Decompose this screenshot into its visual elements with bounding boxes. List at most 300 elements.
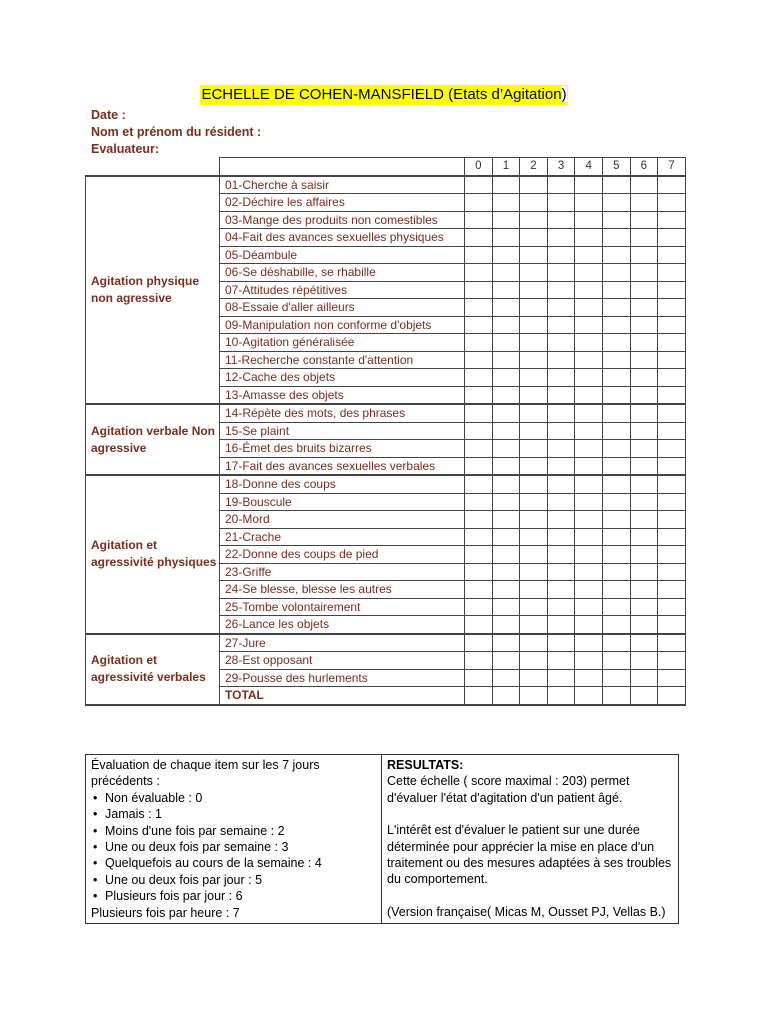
score-cell[interactable] xyxy=(575,211,603,229)
score-cell[interactable] xyxy=(630,422,658,440)
score-cell[interactable] xyxy=(602,369,630,387)
score-header-0: 0 xyxy=(465,158,493,176)
score-cell[interactable] xyxy=(520,528,548,546)
score-cell[interactable] xyxy=(492,264,520,282)
score-cell[interactable] xyxy=(575,616,603,634)
score-cell[interactable] xyxy=(630,669,658,687)
score-cell[interactable] xyxy=(630,598,658,616)
score-cell[interactable] xyxy=(575,493,603,511)
score-cell[interactable] xyxy=(520,475,548,493)
item-label: 04-Fait des avances sexuelles physiques xyxy=(220,229,465,247)
score-cell[interactable] xyxy=(630,281,658,299)
item-label: 25-Tombe volontairement xyxy=(220,598,465,616)
total-cell[interactable] xyxy=(602,687,630,705)
score-cell[interactable] xyxy=(658,440,686,458)
score-cell[interactable] xyxy=(547,299,575,317)
score-cell[interactable] xyxy=(547,194,575,212)
score-cell[interactable] xyxy=(547,369,575,387)
score-cell[interactable] xyxy=(547,211,575,229)
score-cell[interactable] xyxy=(630,351,658,369)
score-header-7: 7 xyxy=(658,158,686,176)
score-cell[interactable] xyxy=(465,211,493,229)
score-cell[interactable] xyxy=(520,457,548,475)
score-cell[interactable] xyxy=(520,511,548,529)
score-cell[interactable] xyxy=(658,176,686,194)
score-cell[interactable] xyxy=(575,229,603,247)
score-cell[interactable] xyxy=(575,386,603,404)
score-cell[interactable] xyxy=(658,299,686,317)
score-cell[interactable] xyxy=(547,634,575,652)
score-cell[interactable] xyxy=(630,299,658,317)
score-cell[interactable] xyxy=(602,563,630,581)
score-cell[interactable] xyxy=(575,334,603,352)
score-cell[interactable] xyxy=(547,351,575,369)
evaluation-intro: Évaluation de chaque item sur les 7 jours précédents : xyxy=(91,758,320,789)
score-cell[interactable] xyxy=(465,546,493,564)
score-cell[interactable] xyxy=(492,598,520,616)
score-cell[interactable] xyxy=(492,475,520,493)
score-cell[interactable] xyxy=(547,176,575,194)
evaluation-level: • Une ou deux fois par semaine : 3 xyxy=(105,839,376,855)
score-cell[interactable] xyxy=(492,351,520,369)
score-cell[interactable] xyxy=(602,475,630,493)
score-cell[interactable] xyxy=(520,176,548,194)
score-cell[interactable] xyxy=(492,246,520,264)
score-cell[interactable] xyxy=(520,546,548,564)
score-cell[interactable] xyxy=(520,493,548,511)
score-cell[interactable] xyxy=(630,652,658,670)
score-cell[interactable] xyxy=(520,194,548,212)
item-label: 10-Agitation généralisée xyxy=(220,334,465,352)
score-cell[interactable] xyxy=(547,229,575,247)
score-cell[interactable] xyxy=(630,511,658,529)
scale-header-row xyxy=(86,158,686,176)
score-cell[interactable] xyxy=(630,634,658,652)
score-cell[interactable] xyxy=(602,386,630,404)
score-cell[interactable] xyxy=(465,616,493,634)
score-cell[interactable] xyxy=(658,369,686,387)
score-cell[interactable] xyxy=(547,475,575,493)
item-label: 28-Est opposant xyxy=(220,652,465,670)
score-cell[interactable] xyxy=(520,616,548,634)
score-cell[interactable] xyxy=(547,281,575,299)
score-cell[interactable] xyxy=(575,652,603,670)
score-cell[interactable] xyxy=(465,404,493,422)
header-blank xyxy=(86,158,220,176)
total-cell[interactable] xyxy=(547,687,575,705)
score-cell[interactable] xyxy=(520,652,548,670)
score-cell[interactable] xyxy=(465,511,493,529)
score-header-5: 5 xyxy=(602,158,630,176)
score-cell[interactable] xyxy=(658,546,686,564)
score-cell[interactable] xyxy=(575,440,603,458)
score-cell[interactable] xyxy=(575,404,603,422)
total-cell[interactable] xyxy=(492,687,520,705)
item-label: 13-Amasse des objets xyxy=(220,386,465,404)
score-cell[interactable] xyxy=(547,511,575,529)
score-cell[interactable] xyxy=(465,669,493,687)
score-cell[interactable] xyxy=(658,404,686,422)
score-cell[interactable] xyxy=(575,264,603,282)
score-cell[interactable] xyxy=(602,616,630,634)
score-cell[interactable] xyxy=(520,211,548,229)
score-cell[interactable] xyxy=(547,386,575,404)
score-cell[interactable] xyxy=(602,334,630,352)
score-cell[interactable] xyxy=(658,264,686,282)
score-cell[interactable] xyxy=(630,563,658,581)
score-cell[interactable] xyxy=(520,440,548,458)
score-cell[interactable] xyxy=(492,281,520,299)
score-cell[interactable] xyxy=(658,669,686,687)
score-cell[interactable] xyxy=(492,616,520,634)
score-cell[interactable] xyxy=(547,422,575,440)
score-cell[interactable] xyxy=(658,511,686,529)
score-cell[interactable] xyxy=(547,652,575,670)
score-cell[interactable] xyxy=(630,316,658,334)
score-cell[interactable] xyxy=(575,281,603,299)
table-row xyxy=(86,176,686,194)
score-cell[interactable] xyxy=(547,316,575,334)
score-cell[interactable] xyxy=(520,299,548,317)
score-cell[interactable] xyxy=(658,528,686,546)
score-cell[interactable] xyxy=(492,386,520,404)
score-cell[interactable] xyxy=(465,422,493,440)
score-cell[interactable] xyxy=(465,528,493,546)
score-cell[interactable] xyxy=(602,581,630,599)
score-cell[interactable] xyxy=(575,528,603,546)
score-cell[interactable] xyxy=(630,386,658,404)
score-cell[interactable] xyxy=(630,493,658,511)
score-cell[interactable] xyxy=(492,316,520,334)
score-cell[interactable] xyxy=(492,546,520,564)
item-label: 20-Mord xyxy=(220,511,465,529)
score-cell[interactable] xyxy=(465,299,493,317)
score-cell[interactable] xyxy=(630,194,658,212)
date-label: Date : xyxy=(91,108,126,122)
score-cell[interactable] xyxy=(630,457,658,475)
score-cell[interactable] xyxy=(492,528,520,546)
category-label: Agitation verbale Non agressive xyxy=(86,404,220,475)
score-header-6: 6 xyxy=(630,158,658,176)
score-cell[interactable] xyxy=(520,598,548,616)
item-label: 12-Cache des objets xyxy=(220,369,465,387)
score-cell[interactable] xyxy=(575,475,603,493)
score-cell[interactable] xyxy=(630,176,658,194)
score-cell[interactable] xyxy=(658,457,686,475)
score-cell[interactable] xyxy=(602,457,630,475)
score-cell[interactable] xyxy=(630,246,658,264)
score-cell[interactable] xyxy=(465,563,493,581)
score-cell[interactable] xyxy=(547,528,575,546)
evaluation-level: • Quelquefois au cours de la semaine : 4 xyxy=(105,855,376,871)
score-cell[interactable] xyxy=(602,211,630,229)
score-cell[interactable] xyxy=(658,351,686,369)
score-cell[interactable] xyxy=(465,229,493,247)
score-cell[interactable] xyxy=(575,634,603,652)
score-cell[interactable] xyxy=(602,176,630,194)
score-cell[interactable] xyxy=(602,299,630,317)
title-wrap xyxy=(0,85,768,105)
score-cell[interactable] xyxy=(547,581,575,599)
score-cell[interactable] xyxy=(492,493,520,511)
score-cell[interactable] xyxy=(547,669,575,687)
page-title-text: ECHELLE DE COHEN-MANSFIELD (Etats d’Agitation xyxy=(201,86,562,103)
score-cell[interactable] xyxy=(575,246,603,264)
score-cell[interactable] xyxy=(465,281,493,299)
total-cell[interactable] xyxy=(520,687,548,705)
score-cell[interactable] xyxy=(492,511,520,529)
evaluation-level: • Non évaluable : 0 xyxy=(105,790,376,806)
score-cell[interactable] xyxy=(520,369,548,387)
score-cell[interactable] xyxy=(658,334,686,352)
score-cell[interactable] xyxy=(658,493,686,511)
score-cell[interactable] xyxy=(547,546,575,564)
item-label: 19-Bouscule xyxy=(220,493,465,511)
total-cell[interactable] xyxy=(630,687,658,705)
score-cell[interactable] xyxy=(465,475,493,493)
score-cell[interactable] xyxy=(575,194,603,212)
evaluation-level: • Jamais : 1 xyxy=(105,806,376,822)
item-label: 03-Mange des produits non comestibles xyxy=(220,211,465,229)
score-cell[interactable] xyxy=(520,669,548,687)
score-cell[interactable] xyxy=(520,316,548,334)
score-cell[interactable] xyxy=(492,652,520,670)
score-cell[interactable] xyxy=(492,404,520,422)
score-cell[interactable] xyxy=(602,598,630,616)
score-cell[interactable] xyxy=(658,194,686,212)
score-cell[interactable] xyxy=(465,369,493,387)
item-label: 17-Fait des avances sexuelles verbales xyxy=(220,457,465,475)
score-cell[interactable] xyxy=(575,316,603,334)
evaluation-legend xyxy=(86,755,382,924)
score-cell[interactable] xyxy=(547,334,575,352)
score-cell[interactable] xyxy=(465,581,493,599)
item-label: 29-Pousse des hurlements xyxy=(220,669,465,687)
score-header-2: 2 xyxy=(520,158,548,176)
page-title-paren: ) xyxy=(561,86,567,103)
score-cell[interactable] xyxy=(575,422,603,440)
score-cell[interactable] xyxy=(520,581,548,599)
category-label: Agitation et agressivité verbales xyxy=(86,634,220,705)
score-cell[interactable] xyxy=(602,281,630,299)
score-cell[interactable] xyxy=(520,334,548,352)
score-cell[interactable] xyxy=(575,669,603,687)
score-cell[interactable] xyxy=(602,194,630,212)
score-cell[interactable] xyxy=(575,176,603,194)
score-cell[interactable] xyxy=(547,457,575,475)
score-cell[interactable] xyxy=(520,422,548,440)
score-cell[interactable] xyxy=(575,511,603,529)
score-cell[interactable] xyxy=(492,194,520,212)
score-cell[interactable] xyxy=(630,369,658,387)
score-cell[interactable] xyxy=(602,652,630,670)
score-cell[interactable] xyxy=(465,194,493,212)
score-cell[interactable] xyxy=(575,563,603,581)
item-label: 26-Lance les objets xyxy=(220,616,465,634)
score-cell[interactable] xyxy=(492,176,520,194)
item-label: 23-Griffe xyxy=(220,563,465,581)
score-cell[interactable] xyxy=(547,264,575,282)
score-cell[interactable] xyxy=(602,351,630,369)
total-cell[interactable] xyxy=(575,687,603,705)
score-cell[interactable] xyxy=(465,493,493,511)
score-cell[interactable] xyxy=(465,176,493,194)
score-cell[interactable] xyxy=(658,229,686,247)
score-cell[interactable] xyxy=(630,528,658,546)
score-cell[interactable] xyxy=(575,546,603,564)
score-cell[interactable] xyxy=(575,369,603,387)
score-cell[interactable] xyxy=(465,264,493,282)
evaluation-level: • Plusieurs fois par jour : 6 xyxy=(105,888,376,904)
score-cell[interactable] xyxy=(492,669,520,687)
score-cell[interactable] xyxy=(630,404,658,422)
score-cell[interactable] xyxy=(465,652,493,670)
score-cell[interactable] xyxy=(520,634,548,652)
score-cell[interactable] xyxy=(630,229,658,247)
score-cell[interactable] xyxy=(658,598,686,616)
score-cell[interactable] xyxy=(658,563,686,581)
evaluation-last: Plusieurs fois par heure : 7 xyxy=(91,905,240,920)
total-cell[interactable] xyxy=(465,687,493,705)
results-p3: (Version française( Micas M, Ousset PJ, Vellas B.) xyxy=(387,904,666,919)
score-cell[interactable] xyxy=(602,493,630,511)
score-cell[interactable] xyxy=(575,457,603,475)
evaluation-level: • Moins d'une fois par semaine : 2 xyxy=(105,823,376,839)
item-label: 08-Essaie d'aller ailleurs xyxy=(220,299,465,317)
total-cell[interactable] xyxy=(658,687,686,705)
results-p1: Cette échelle ( score maximal : 203) permet d'évaluer l'état d'agitation d'un patient âgé. xyxy=(387,774,630,805)
score-cell[interactable] xyxy=(602,440,630,458)
score-cell[interactable] xyxy=(602,246,630,264)
score-cell[interactable] xyxy=(630,440,658,458)
score-cell[interactable] xyxy=(602,422,630,440)
score-cell[interactable] xyxy=(465,634,493,652)
score-cell[interactable] xyxy=(658,386,686,404)
score-cell[interactable] xyxy=(492,422,520,440)
total-label: TOTAL xyxy=(220,687,465,705)
table-row xyxy=(86,634,686,652)
score-cell[interactable] xyxy=(492,229,520,247)
evaluation-levels xyxy=(91,790,376,905)
score-cell[interactable] xyxy=(658,616,686,634)
score-cell[interactable] xyxy=(492,299,520,317)
score-cell[interactable] xyxy=(547,404,575,422)
score-cell[interactable] xyxy=(520,386,548,404)
results-cell xyxy=(382,755,679,924)
table-row xyxy=(86,475,686,493)
score-cell[interactable] xyxy=(547,616,575,634)
score-cell[interactable] xyxy=(630,264,658,282)
score-cell[interactable] xyxy=(630,211,658,229)
score-cell[interactable] xyxy=(465,334,493,352)
score-cell[interactable] xyxy=(492,581,520,599)
score-cell[interactable] xyxy=(602,634,630,652)
item-label: 22-Donne des coups de pied xyxy=(220,546,465,564)
score-cell[interactable] xyxy=(602,404,630,422)
score-cell[interactable] xyxy=(465,316,493,334)
item-label: 01-Cherche à saisir xyxy=(220,176,465,194)
score-cell[interactable] xyxy=(520,281,548,299)
score-cell[interactable] xyxy=(520,246,548,264)
score-cell[interactable] xyxy=(602,316,630,334)
score-cell[interactable] xyxy=(547,440,575,458)
item-label: 27-Jure xyxy=(220,634,465,652)
score-cell[interactable] xyxy=(602,528,630,546)
score-cell[interactable] xyxy=(492,369,520,387)
score-cell[interactable] xyxy=(492,563,520,581)
score-cell[interactable] xyxy=(465,440,493,458)
score-cell[interactable] xyxy=(520,351,548,369)
score-cell[interactable] xyxy=(658,652,686,670)
score-cell[interactable] xyxy=(658,475,686,493)
item-label: 07-Attitudes répétitives xyxy=(220,281,465,299)
score-cell[interactable] xyxy=(465,351,493,369)
score-cell[interactable] xyxy=(492,334,520,352)
score-cell[interactable] xyxy=(465,386,493,404)
score-cell[interactable] xyxy=(630,616,658,634)
score-cell[interactable] xyxy=(520,563,548,581)
score-cell[interactable] xyxy=(602,546,630,564)
score-cell[interactable] xyxy=(465,457,493,475)
score-cell[interactable] xyxy=(465,598,493,616)
item-label: 18-Donne des coups xyxy=(220,475,465,493)
score-cell[interactable] xyxy=(547,493,575,511)
score-cell[interactable] xyxy=(465,246,493,264)
score-cell[interactable] xyxy=(575,351,603,369)
score-cell[interactable] xyxy=(602,264,630,282)
score-cell[interactable] xyxy=(630,334,658,352)
score-cell[interactable] xyxy=(492,457,520,475)
item-label: 16-Émet des bruits bizarres xyxy=(220,440,465,458)
item-label: 09-Manipulation non conforme d'objets xyxy=(220,316,465,334)
table-row xyxy=(86,404,686,422)
score-cell[interactable] xyxy=(658,316,686,334)
score-cell[interactable] xyxy=(520,264,548,282)
item-label: 15-Se plaint xyxy=(220,422,465,440)
category-label: Agitation et agressivité physiques xyxy=(86,475,220,634)
score-cell[interactable] xyxy=(630,581,658,599)
score-cell[interactable] xyxy=(492,440,520,458)
score-cell[interactable] xyxy=(630,475,658,493)
info-table xyxy=(85,754,679,924)
score-cell[interactable] xyxy=(658,422,686,440)
score-cell[interactable] xyxy=(492,634,520,652)
score-cell[interactable] xyxy=(602,229,630,247)
item-label: 24-Se blesse, blesse les autres xyxy=(220,581,465,599)
score-cell[interactable] xyxy=(492,211,520,229)
score-cell[interactable] xyxy=(658,581,686,599)
score-cell[interactable] xyxy=(658,281,686,299)
score-cell[interactable] xyxy=(658,634,686,652)
score-cell[interactable] xyxy=(658,211,686,229)
score-cell[interactable] xyxy=(630,546,658,564)
score-cell[interactable] xyxy=(547,246,575,264)
score-cell[interactable] xyxy=(547,598,575,616)
score-cell[interactable] xyxy=(520,229,548,247)
score-cell[interactable] xyxy=(520,404,548,422)
score-cell[interactable] xyxy=(575,299,603,317)
score-cell[interactable] xyxy=(602,511,630,529)
page-title xyxy=(200,85,567,105)
item-label: 21-Crache xyxy=(220,528,465,546)
score-cell[interactable] xyxy=(575,598,603,616)
resident-meta xyxy=(91,107,261,158)
score-cell[interactable] xyxy=(602,669,630,687)
score-cell[interactable] xyxy=(547,563,575,581)
score-cell[interactable] xyxy=(575,581,603,599)
score-cell[interactable] xyxy=(658,246,686,264)
category-label: Agitation physique non agressive xyxy=(86,176,220,405)
